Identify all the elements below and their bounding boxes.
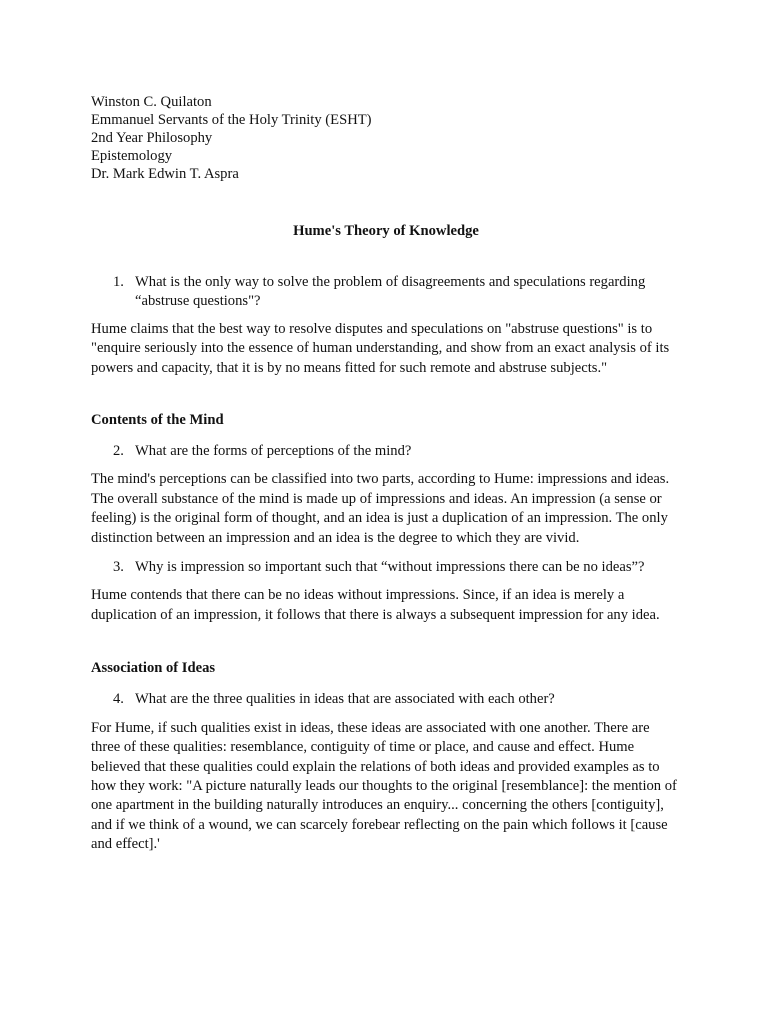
document-title: Hume's Theory of Knowledge — [293, 223, 479, 239]
question-number: 4. — [113, 691, 124, 708]
question-2 — [91, 442, 681, 461]
author-name: Winston C. Quilaton — [91, 94, 212, 110]
question-text: What are the three qualities in ideas that are associated with each other? — [135, 691, 555, 708]
course-name: Epistemology — [91, 148, 173, 164]
year-level: 2nd Year Philosophy — [91, 130, 213, 146]
instructor-name: Dr. Mark Edwin T. Aspra — [91, 166, 239, 182]
question-number: 3. — [113, 559, 124, 576]
institution-name: Emmanuel Servants of the Holy Trinity (ESHT) — [91, 112, 372, 128]
question-number: 2. — [113, 443, 124, 460]
document-header — [91, 93, 681, 183]
answer-2: The mind's perceptions can be classified into two parts, according to Hume: impressions and ideas. The overall substance of the mind is made up of impressions and ideas. An impression (a sense or feeling) is the original form of thought, and an idea is just a duplication of an impression. The only distinction between an impression and an idea is the degree to which they are vivid. — [91, 471, 670, 546]
answer-3: Hume contends that there can be no ideas without impressions. Since, if an idea is merely a duplication of an impression, it follows that there is always a subsequent impression for any idea. — [91, 587, 660, 623]
question-3 — [91, 558, 681, 577]
section-heading-contents-of-the-mind: Contents of the Mind — [91, 412, 224, 429]
answer-4: For Hume, if such qualities exist in ideas, these ideas are associated with one another. There are three of these qualities: resemblance, contiguity of time or place, and cause and effect. Hume believed that these qualities could explain the relations of both ideas and provided examples as to how they work: "A picture naturally leads our thoughts to the original [resemblance]: the mention of one apartment in the building naturally introduces an enquiry... concerning the others [contiguity], and if we think of a wound, we can scarcely forebear reflecting on the pain which follows it [cause and effect].' — [91, 719, 677, 853]
document-page — [91, 93, 681, 855]
answer-1: Hume claims that the best way to resolve disputes and speculations on "abstruse questions" is to "enquire seriously into the essence of human understanding, and show from an exact analysis of its powers and capacity, that it is by no means fitted for such remote and abstruse subjects." — [91, 320, 670, 376]
question-text: Why is impression so important such that “without impressions there can be no ideas”? — [135, 559, 645, 576]
section-heading-association-of-ideas: Association of Ideas — [91, 660, 216, 677]
question-1 — [91, 273, 681, 312]
question-4 — [91, 690, 681, 709]
question-text: What are the forms of perceptions of the mind? — [135, 443, 412, 460]
question-text: What is the only way to solve the problem of disagreements and speculations regarding “abstruse questions"? — [135, 274, 646, 310]
question-number: 1. — [113, 274, 124, 290]
